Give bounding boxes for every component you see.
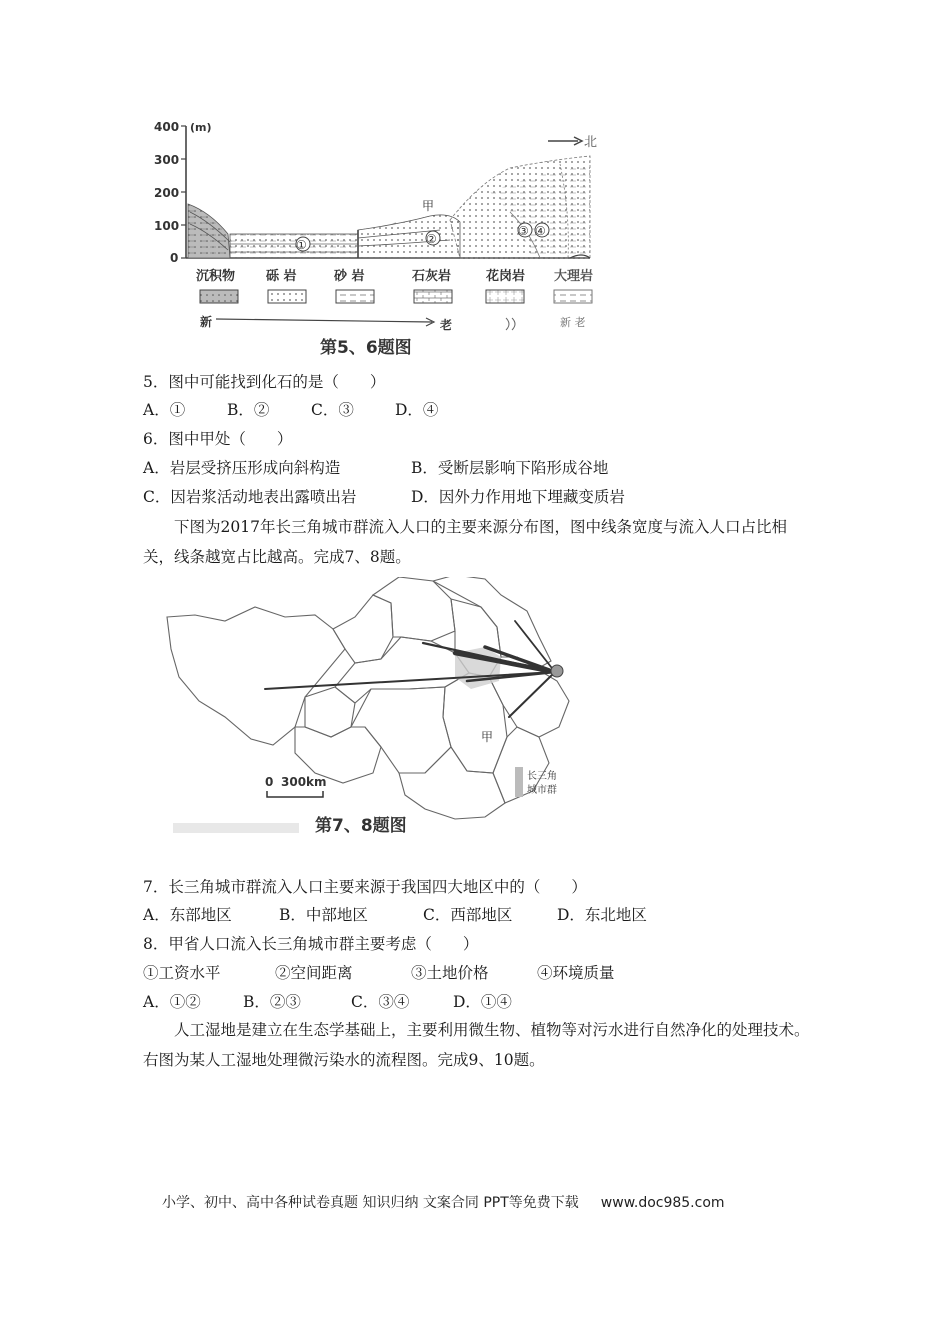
q8-option-d: D．①④ [453,993,512,1011]
q6-option-b: B．受断层影响下陷形成谷地 [411,459,609,477]
swatch-sediment [200,290,238,303]
y-unit: (m) [190,121,212,134]
jia-label: 甲 [422,199,435,213]
q6-options-row1 [143,458,608,478]
region-legend [515,767,557,797]
figure2-caption: 第7、8题图 [315,816,407,836]
age-old: 老 [440,318,453,332]
q7-stem: 7．长三角城市群流入人口主要来源于我国四大地区中的（ ） [143,878,587,896]
marker-4: ④ [535,224,546,238]
intro-7-8: 下图为2017年长三角城市群流入人口的主要来源分布图，图中线条宽度与流入人口占比相关，线条越宽占比越高。完成7、8题。 [143,518,787,566]
flow-lines [265,621,563,717]
q8-factors [143,963,615,983]
footer-text: 小学、初中、高中各种试卷真题 知识归纳 文案合同 PPT等免费下载 [162,1195,579,1211]
marker-3: ③ [518,224,529,238]
y-tick-200: 200 [154,186,180,200]
q8-factor-3: ③土地价格 [411,964,489,982]
y-tick-400: 400 [154,120,180,134]
legend-conglomerate: 砾 岩 [266,269,297,284]
q6-option-a: A．岩层受挤压形成向斜构造 [143,459,341,477]
middle-hill [358,199,460,258]
q7-option-b: B．中部地区 [279,906,368,924]
valley-section [230,234,358,258]
legend-sediment: 沉积物 [196,269,236,284]
scale-zero: 0 [265,775,274,789]
marker-2: ② [426,232,437,246]
north-arrow [548,135,597,150]
q7-option-c: C．西部地区 [423,906,513,924]
q7-option-a: A．东部地区 [143,906,232,924]
q5-option-c: C．③ [311,401,354,419]
legend-granite: 花岗岩 [486,269,526,284]
population-flow-map [155,577,590,849]
right-mountain [450,156,590,258]
q8-option-c: C．③④ [351,993,410,1011]
q6-option-d: D．因外力作用地下埋藏变质岩 [411,488,625,506]
q5-option-a: A．① [143,401,186,419]
north-label: 北 [584,135,598,150]
q5-option-b: B．② [227,401,270,419]
q8-stem: 8．甲省人口流入长三角城市群主要考虑（ ） [143,935,479,953]
legend-marble: 大理岩 [554,269,594,284]
geology-profile-figure [150,112,600,360]
y-tick-100: 100 [154,219,180,233]
region-label-line1: 长三角 [527,771,557,782]
legend-sandstone: 砂 岩 [334,269,365,284]
q8-factor-4: ④环境质量 [537,964,615,982]
swatch-limestone [414,290,452,303]
q5-stem: 5．图中可能找到化石的是（ ） [143,373,386,391]
q7-option-d: D．东北地区 [557,906,647,924]
y-tick-300: 300 [154,153,180,167]
swatch-conglomerate [268,290,306,303]
q6-stem: 6．图中甲处（ ） [143,430,293,448]
q8-option-a: A．①② [143,993,201,1011]
swatch-marble [554,290,592,303]
q7-options [143,905,647,925]
q8-factor-1: ①工资水平 [143,964,221,982]
q6-options-row2 [143,487,625,507]
scale-label: 300km [281,775,327,789]
q8-factor-2: ②空间距离 [275,964,353,982]
y-tick-0: 0 [170,251,179,265]
swatch-sandstone [336,290,374,303]
intro-9-10: 人工湿地是建立在生态学基础上，主要利用微生物、植物等对污水进行自然净化的处理技术。右图为某人工湿地处理微污染水的流程图。完成9、10题。 [143,1021,810,1069]
footer-url[interactable]: www.doc985.com [600,1195,725,1211]
legend-limestone: 石灰岩 [412,269,452,284]
q5-options [143,400,438,420]
q6-option-c: C．因岩浆活动地表出露喷出岩 [143,488,357,506]
left-hill [188,204,232,258]
swatch-granite [486,290,524,303]
scale-bar [265,775,327,797]
legend [196,268,593,332]
province-outlines [167,577,569,819]
age-new: 新 [200,315,213,329]
footer [162,1192,725,1212]
q5-option-d: D．④ [395,401,439,419]
marker-1: ① [296,238,307,252]
map-jia-label: 甲 [481,730,494,744]
svg-text:新 老: 新 老 [560,316,586,329]
q8-option-b: B．②③ [243,993,301,1011]
region-label-line2: 城市群 [527,785,557,796]
q8-options [143,992,512,1012]
figure1-caption: 第5、6题图 [320,338,412,358]
